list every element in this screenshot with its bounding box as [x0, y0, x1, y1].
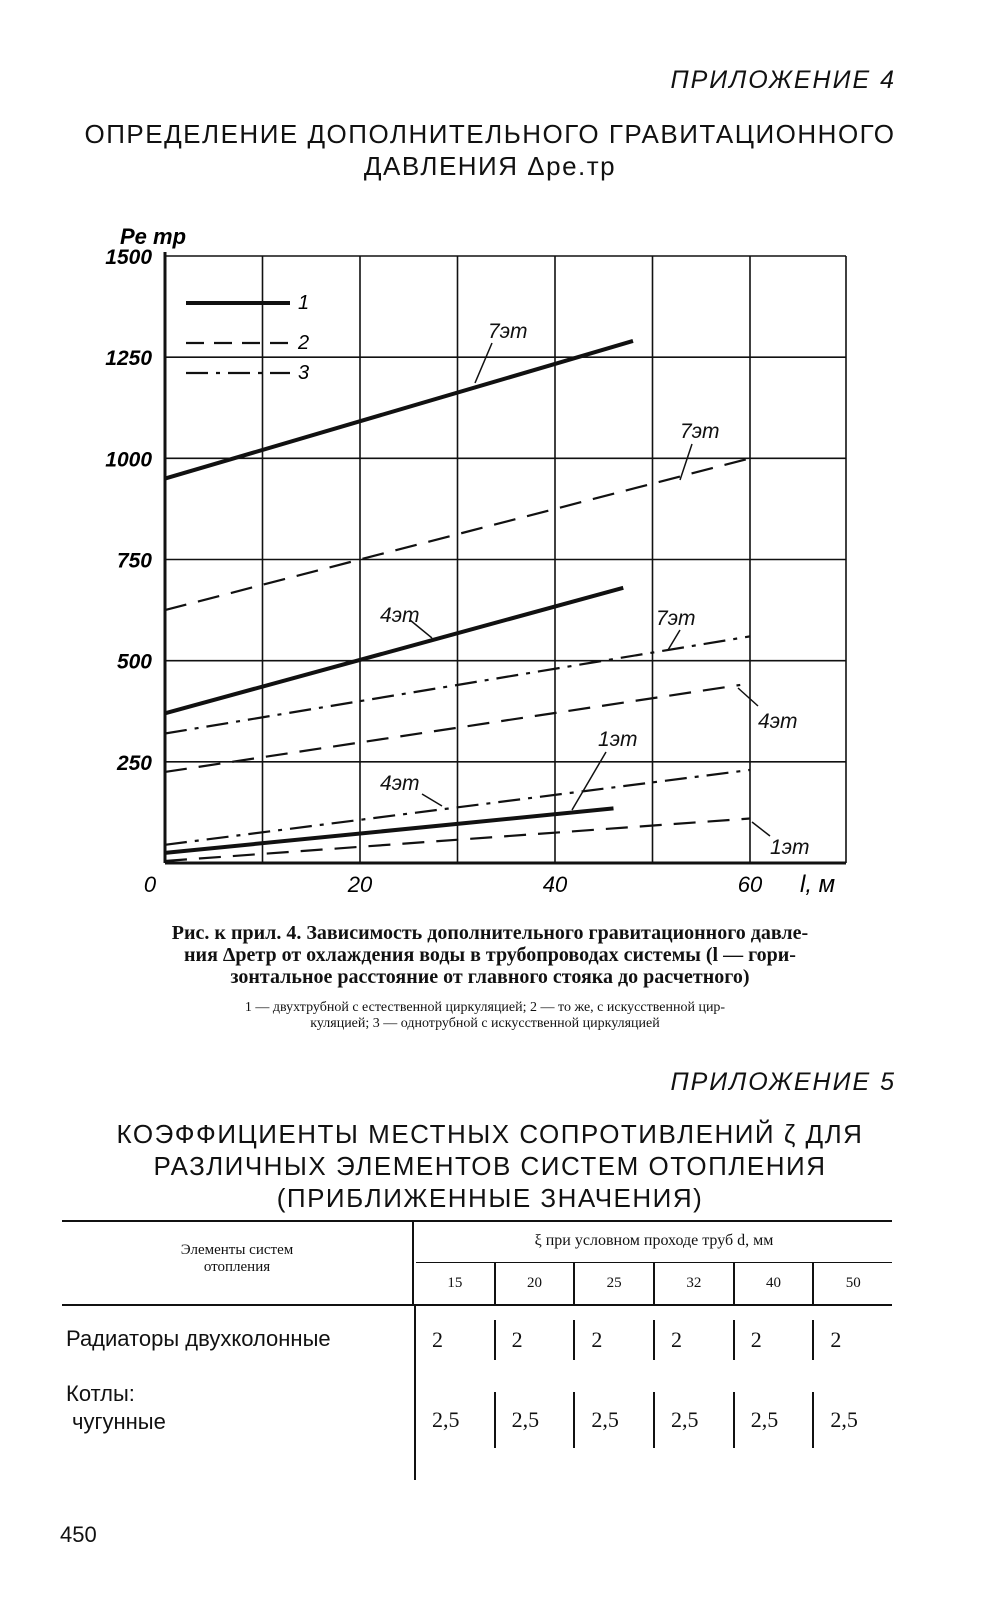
annotation-leader — [680, 444, 692, 480]
annotation-leader — [668, 630, 680, 650]
annotation-label: 4эт — [758, 710, 798, 733]
diameter-header-cell: 15 — [416, 1262, 496, 1304]
appendix-4-title-line1: ОПРЕДЕЛЕНИЕ ДОПОЛНИТЕЛЬНОГО ГРАВИТАЦИОННОГО — [84, 119, 896, 149]
row-radiators-name: Радиаторы двухколонные — [66, 1326, 331, 1351]
y-tick-label: 1000 — [105, 448, 152, 472]
y-tick-label: 1500 — [105, 246, 152, 269]
radiator-value-cell: 2 — [830, 1327, 842, 1352]
annotation-label: 1эт — [598, 728, 638, 751]
chart-grid — [165, 252, 846, 863]
boiler-value-cell: 2,5 — [655, 1392, 735, 1448]
appendix-4-label: ПРИЛОЖЕНИЕ 4 — [670, 66, 896, 94]
legend-label: 1 — [298, 292, 310, 314]
y-axis-label: Pе тр — [120, 224, 187, 249]
figure-caption-line1: Рис. к прил. 4. Зависимость дополнительного гравитационного давле- — [171, 922, 809, 944]
series-line-4 — [165, 685, 740, 772]
diameter-header-cell: 32 — [655, 1262, 735, 1304]
chart-legend — [186, 292, 309, 384]
boiler-value-cell: 2,5 — [496, 1392, 576, 1448]
x-tick-label: 40 — [542, 872, 568, 897]
header-diameters — [416, 1262, 892, 1304]
legend-label: 2 — [298, 332, 310, 354]
x-tick-label: 20 — [347, 872, 373, 897]
header-elements-line1: Элементы систем — [180, 1242, 294, 1258]
annotation-leader — [738, 688, 758, 706]
boiler-value-cell: 2,5 — [830, 1407, 858, 1432]
annotation-label: 7эт — [488, 320, 528, 343]
y-tick-label: 750 — [116, 549, 152, 573]
appendix-4-title-line2: ДАВЛЕНИЯ Δpе.тр — [363, 151, 617, 181]
x-tick-label: 0 — [143, 872, 157, 897]
figure-note-line1: 1 — двухтрубной с естественной циркуляцией; 2 — то же, с искусственной цир- — [244, 1000, 726, 1015]
row-radiators-values — [416, 1320, 892, 1360]
x-axis-label: l, м — [800, 871, 836, 898]
header-elements-line2: отопления — [203, 1259, 271, 1275]
x-tick-label: 60 — [737, 872, 763, 897]
figure-note — [35, 1000, 935, 1032]
y-tick-label: 1250 — [105, 347, 152, 371]
diameter-header-cell: 50 — [845, 1274, 861, 1291]
row-boilers-name — [66, 1380, 166, 1436]
radiator-value-cell: 2 — [416, 1320, 496, 1360]
page-number: 450 — [60, 1522, 97, 1547]
appendix-5-title-line1: КОЭФФИЦИЕНТЫ МЕСТНЫХ СОПРОТИВЛЕНИЙ ζ ДЛЯ — [116, 1119, 864, 1149]
legend-label: 3 — [298, 362, 310, 384]
figure-caption-line2: ния Δpетр от охлаждения воды в трубопроводах системы (l — гори- — [184, 944, 796, 966]
boiler-value-cell: 2,5 — [735, 1392, 815, 1448]
appendix-5-title-line3: (ПРИБЛИЖЕННЫЕ ЗНАЧЕНИЯ) — [276, 1183, 704, 1213]
y-tick-label: 250 — [116, 751, 152, 775]
boiler-value-cell: 2,5 — [416, 1392, 496, 1448]
annotation-label: 1эт — [770, 836, 810, 859]
diameter-header-cell: 20 — [496, 1262, 576, 1304]
annotation-leader — [752, 822, 770, 836]
radiator-value-cell: 2 — [655, 1320, 735, 1360]
appendix-5-title-line2: РАЗЛИЧНЫХ ЭЛЕМЕНТОВ СИСТЕМ ОТОПЛЕНИЯ — [153, 1151, 827, 1181]
radiator-value-cell: 2 — [735, 1320, 815, 1360]
radiator-value-cell: 2 — [575, 1320, 655, 1360]
annotation-leader — [572, 752, 606, 810]
chart-labels — [105, 224, 835, 898]
boiler-value-cell: 2,5 — [575, 1392, 655, 1448]
annotation-leader — [422, 794, 442, 806]
annotation-leader — [475, 343, 492, 383]
diameter-header-cell: 25 — [575, 1262, 655, 1304]
annotation-label: 7эт — [680, 420, 720, 443]
diameter-header-cell: 40 — [735, 1262, 815, 1304]
figure-note-line2: куляцией; 3 — однотрубной с искусственной циркуляцией — [310, 1016, 660, 1031]
header-group: ξ при условном проходе труб d, мм — [534, 1232, 774, 1249]
annotation-label: 7эт — [656, 607, 696, 630]
appendix-5-label: ПРИЛОЖЕНИЕ 5 — [670, 1068, 896, 1096]
figure-caption-line3: зонтальное расстояние от главного стояка до расчетного) — [230, 966, 750, 988]
appendix-5-title — [40, 1118, 940, 1214]
radiator-value-cell: 2 — [496, 1320, 576, 1360]
annotation-label: 4эт — [380, 772, 420, 795]
row-boilers-line1: Котлы: — [66, 1381, 135, 1406]
figure-caption — [55, 922, 925, 988]
annotation-label: 4эт — [380, 604, 420, 627]
header-elements — [62, 1220, 414, 1304]
row-boilers-line2: чугунные — [72, 1409, 166, 1434]
row-boilers-values — [416, 1392, 892, 1448]
y-tick-label: 500 — [116, 650, 152, 674]
